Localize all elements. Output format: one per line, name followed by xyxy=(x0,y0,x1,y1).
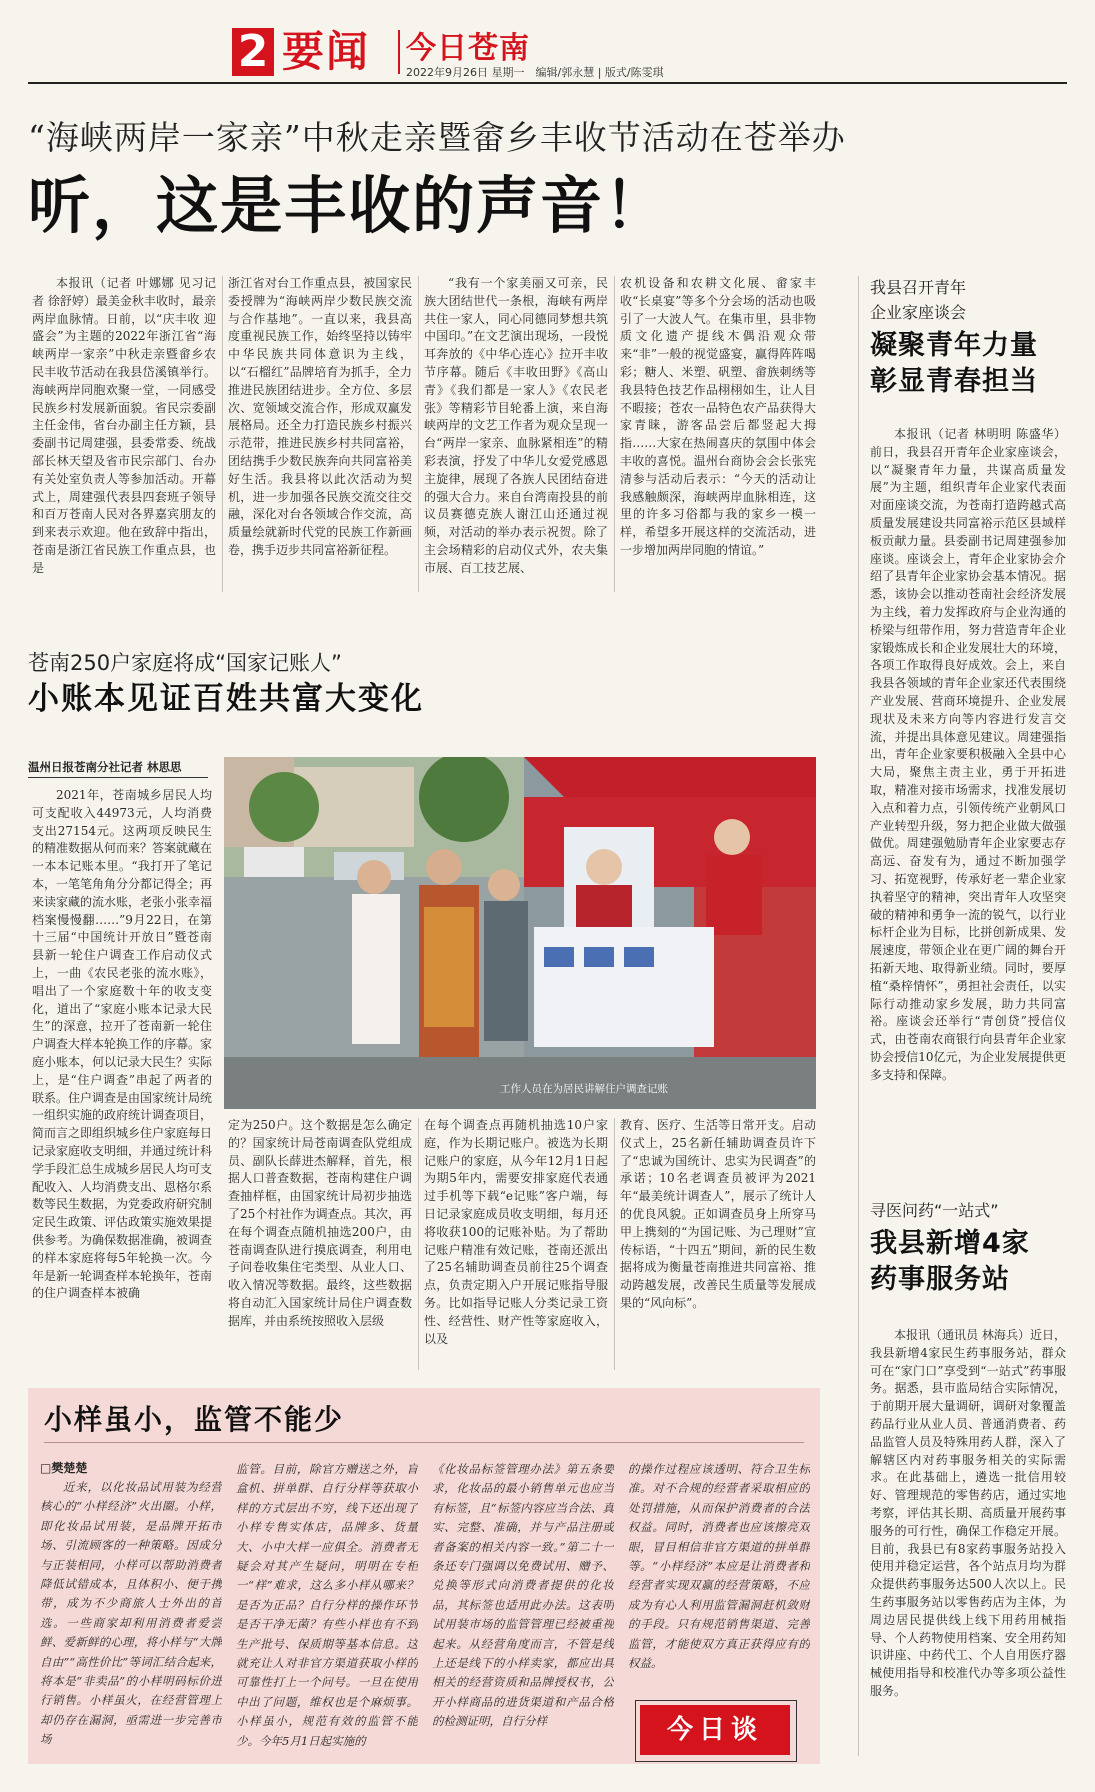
photo-illustration xyxy=(224,757,816,1109)
commentary-author: □樊楚楚 xyxy=(40,1461,88,1475)
column-divider xyxy=(614,1118,615,1370)
byline-rule xyxy=(28,777,208,778)
column-badge: 今日谈 xyxy=(640,1705,790,1755)
commentary-column-1: 近来，以化妆品试用装为经营核心的“小样经济”火出圈。小样，即化妆品试用装，是品牌开拓市场、引流顾客的一种策略。因成分与正装相同，小样可以帮助消费者降低试错成本，且体积小、便于携带，成为不少商旅人士外出的首选。一些商家却利用消费者爱尝鲜、爱新鲜的心理，将小样与“大牌自由”“高性价比”等词汇结合起来，将本是“非卖品”的小样明码标价进行销售。小样虽火，在经营管理上却仍存在漏洞，亟需进一步完善市场 xyxy=(40,1480,222,1747)
lead-column-2: 浙江省对台工作重点县，被国家民委授牌为“海峡两岸少数民族交流与合作基地”。一直以来，我县高度重视民族工作，始终坚持以铸牢中华民族共同体意识为主线，以“石榴红”品牌培育为抓手，全力推进民族团结进步。全方位、多层次、宽领域交流合作，形成双赢发展格局。还全力打造民族乡村振兴示范带，推进民族乡村共同富裕，团结携手少数民族奔向共同富裕美好生活。我县将以此次活动为契机，进一步加强各民族交流交往交融，深化对台各领域合作交流，高质量绘就新时代党的民族工作新画卷，携手迈步共同富裕新征程。 xyxy=(228,276,412,557)
masthead-divider xyxy=(398,30,400,74)
commentary-title: 小样虽小，监管不能少 xyxy=(44,1403,345,1436)
paper-name: 今日苍南 xyxy=(406,31,530,66)
commentary-rule xyxy=(44,1442,804,1443)
lead-column-4: 农机设备和农耕文化展、畲家丰收“长桌宴”等多个分会场的活动也吸引了一大波人气。在集市里，县非物质文化遗产提线木偶沿观众带来“非”一般的视觉盛宴，赢得阵阵喝彩；糖人、米塑、矾塑、畲族刺绣等我县特色技艺作品栩栩如生，让人目不暇接；苍农一品特色农产品获得大家青睐，游客品尝后都竖起大拇指……大家在热闹喜庆的氛围中体会丰收的喜悦。温州台商协会会长张宪清参与活动后表示：“今天的活动让我感触颇深，海峡两岸血脉相连，这里的许多习俗都与我的家乡一模一样，希望多开展这样的交流活动，进一步增加两岸同胞的情谊。” xyxy=(620,276,816,557)
second-column-3: 在每个调查点再随机抽选10户家庭，作为长期记账户。被选为长期记账户的家庭，从今年12月1日起为期5年内，需要安排家庭代表通过手机等下载“e记账”客户端，每日记录家庭成员收支明细，每月还将收获100的记账补贴。为了帮助记账户精准有效记账，苍南还派出了25名辅助调查员前往25个调查点，负责定期入户开展记账指导服务。比如指导记账人分类记录工资性、经营性、财产性等家庭收入，以及 xyxy=(424,1118,608,1346)
right1-kicker-line2: 企业家座谈会 xyxy=(870,303,967,322)
column-divider xyxy=(222,276,223,592)
lead-column-1: 本报讯（记者 叶娜娜 见习记者 徐舒婷）最美金秋丰收时，最亲两岸血脉情。日前，以“庆丰收 迎盛会”为主题的2022年浙江省“海峡两岸一家亲”中秋走亲暨畲乡农民丰收节活动在我县岱溪镇举行。海峡两岸同胞欢聚一堂，一同感受民族乡村发展新面貌。省民宗委副主任金伟，省台办副主任方颖，县委副书记周建强，县委常委、统战部长林天望及省市民宗部门、台办有关处室负责人等参加活动。开幕式上，周建强代表县四套班子领导和百万苍南人民对各界嘉宾朋友的到来表示欢迎。他在致辞中指出，苍南是浙江省民族工作重点县，也是 xyxy=(32,276,216,575)
masthead-rule xyxy=(28,82,1067,84)
right1-kicker-line1: 我县召开青年 xyxy=(870,278,967,297)
right2-body: 本报讯（通讯员 林海兵）近日，我县新增4家民生药事服务站，群众可在“家门口”享受到“一站式”药事服务。据悉，县市监局结合实际情况，于前期开展大量调研，调研对象覆盖药品行业从业人员、普通消费者、药品监管人员及特殊用药人群，深入了解辖区内对药事服务相关的实际需求。在此基础上，遴选一批信用较好、管理规范的零售药店，通过实地考察，评估其长期、高质量开展药事服务的可行性，确保工作稳定开展。目前，我县已有8家药事服务站投入使用并稳定运营，各个站点月均为群众提供药事服务达500人次以上。民生药事服务站以零售药店为主体，为周边居民提供线上线下用药用械指导、个人药物使用档案、安全用药知识讲座、中药代工、个人自用医疗器械使用指导和校准代办等多项公益性服务。 xyxy=(870,1328,1066,1698)
news-photo xyxy=(224,757,816,1109)
column-divider xyxy=(614,276,615,592)
commentary-column-4: 的操作过程应该透明、符合卫生标准。对不合规的经营者采取相应的处罚措施，从而保护消费者的合法权益。同时，消费者也应该擦亮双眼，冒目相信非官方渠道的拼单群等。“小样经济”本应是让消费者和经营者实现双赢的经营策略，不应成为有心人利用监管漏洞赶机敛财的手段。只有规范销售渠道、完善监管，才能使双方真正获得应有的权益。 xyxy=(628,1462,810,1671)
photo-caption: 工作人员在为居民讲解住户调查记账 xyxy=(500,1083,668,1095)
right1-body: 本报讯（记者 林明明 陈盛华）前日，我县召开青年企业家座谈会，以“凝聚青年力量，共谋高质量发展”为主题，组织青年企业家代表面对面座谈交流，为苍南打造跨越式高质量发展建设共同富裕示范区县域样板贡献力量。县委副书记周建强参加座谈。座谈会上，青年企业家协会介绍了县青年企业家协会基本情况。据悉，该协会以推动苍南社会经济发展为主线，着力发挥政府与企业沟通的桥梁与纽带作用，努力营造青年企业家锻炼成长和企业发展壮大的环境，各项工作取得良好成效。会上，来自我县各领域的青年企业家还代表围绕产业发展、营商环境提升、企业发展现状及未来方向等内容进行发言交流，并提出具体意见建议。周建强指出，青年企业家要积极融入全县中心大局，聚焦主责主业，勇于开拓进取，精准对接市场需求，找准发展切入点和着力点，引领传统产业朝风口产业转型升级，努力把企业做大做强做优。周建强勉励青年企业家要志存高远、奋发有为，通过不断加强学习、拓宽视野，传承好老一辈企业家执着坚守的精神，突出青年人攻坚突破的精神和勇争一流的锐气，以行业标杆企业为目标，比拼创新成果、发展速度，带领企业在更广阔的舞台开拓新天地、取得新业绩。同时，要厚植“桑梓情怀”，勇担社会责任，以实际行动推动家乡发展，助力共同富裕。座谈会还举行“青创贷”授信仪式，由苍南农商银行向县青年企业家协会授信10亿元，为企业发展提供更多支持和保障。 xyxy=(870,427,1066,1082)
lead-kicker: “海峡两岸一家亲”中秋走亲暨畲乡丰收节活动在苍举办 xyxy=(28,118,846,157)
second-column-1: 2021年，苍南城乡居民人均可支配收入44973元，人均消费支出27154元。这两项反映民生的精准数据从何而来？答案就藏在一本本记账本里。“我打开了笔记本，一笔笔角角分分都记得全；再来读家藏的流水账，老张小张幸福档案慢慢翻……”9月22日，在第十三届“中国统计开放日”暨苍南县新一轮住户调查工作启动仪式上，一曲《农民老张的流水账》，唱出了一个家庭数十年的收支变化，道出了“家庭小账本记录大民生”的深意，拉开了苍南新一轮住户调查大样本轮换工作的序幕。家庭小账本，何以记录大民生？实际上，是“住户调查”串起了两者的联系。住户调查是由国家统计局统一组织实施的政府统计调查项目，简而言之即组织城乡住户家庭每日记录家庭收支明细，并通过统计科学手段汇总生成城乡居民人均可支配收入、人均消费支出、恩格尔系数等民生数据，为党委政府研究制定民生政策、评估政策实施效果提供参考。为确保数据准确，被调查的样本家庭将每5年轮换一次。今年是新一轮调查样本轮换年，苍南的住户调查样本被确 xyxy=(32,788,212,1301)
second-column-4: 教育、医疗、生活等日常开支。启动仪式上，25名新任辅助调查员许下了“忠诚为国统计、忠实为民调查”的承诺；10名老调查员被评为2021年“最美统计调查人”，展示了统计人的优良风貌。正如调查员身上所穿马甲上携刻的“为国记账、为己理财”宣传标语，“十四五”期间，新的民生数据将成为衡量苍南推进共同富裕、推动跨越发展，改善民生质量等发展成果的“风向标”。 xyxy=(620,1118,816,1310)
lead-column-3: “我有一个家美丽又可亲，民族大团结世代一条根，海峡有两岸共住一家人，同心同德同梦想共筑中国印。”在文艺演出现场，一段悦耳奔放的《中华心连心》拉开丰收节序幕。随后《丰收田野》《高山青》《我们都是一家人》《农民老张》等精彩节目轮番上演，来自海峡两岸的文艺工作者为观众呈现一台“两岸一家亲、血脉紧相连”的精彩表演，抒发了中华儿女爱党感恩主旋律，展现了各族人民团结奋进的强大合力。来自台湾南投县的前议员赛德克族人谢江山还通过视频，对活动的举办表示祝贺。除了主会场精彩的启动仪式外，农夫集市展、百工技艺展、 xyxy=(424,276,608,575)
second-byline: 温州日报苍南分社记者 林思思 xyxy=(28,760,182,774)
right2-title-line1: 我县新增4家 xyxy=(870,1228,1030,1259)
lead-title: 听，这是丰收的声音！ xyxy=(28,169,669,242)
second-kicker: 苍南250户家庭将成“国家记账人” xyxy=(28,651,342,675)
second-column-2: 定为250户。这个数据是怎么确定的？国家统计局苍南调查队党组成员、副队长薛进杰解释，首先，根据人口普查数据，苍南构建住户调查抽样框，由国家统计局初步抽选了25个村社作为调查点。其次，再在每个调查点随机抽选200户，由苍南调查队进行摸底调查，利用电子问卷收集住宅类型、从业人口、收入情况等数据。最终，这些数据将自动汇入国家统计局住户调查数据库，并由系统按照收入层级 xyxy=(228,1118,412,1328)
column-divider xyxy=(418,1118,419,1370)
issue-info: 2022年9月26日 星期一 编辑/郭永慧 | 版式/陈雯琪 xyxy=(406,66,664,79)
right2-kicker: 寻医问药“一站式” xyxy=(870,1201,999,1220)
right-column-divider xyxy=(858,276,859,1756)
page-number: 2 xyxy=(232,28,274,76)
right2-title-line2: 药事服务站 xyxy=(870,1264,1010,1295)
commentary-column-3: 《化妆品标签管理办法》第五条要求，化妆品的最小销售单元也应当有标签，且“标签内容应当合法、真实、完整、准确，并与产品注册或者备案的相关内容一致。”第二十一条还专门强调以免费试用、赠予、兑换等形式向消费者提供的化妆品，其标签也适用此办法。这表明试用装市场的监管管理已经被重视起来。从经营角度而言，不管是线上还是线下的小样卖家，都应出具相关的经营资质和品牌授权书，公开小样商品的进货渠道和产品合格的检测证明，自行分样 xyxy=(432,1462,614,1729)
right1-title-line1: 凝聚青年力量 xyxy=(870,330,1038,361)
right1-title-line2: 彰显青春担当 xyxy=(870,366,1038,397)
column-divider xyxy=(418,276,419,592)
second-title: 小账本见证百姓共富大变化 xyxy=(28,681,424,717)
commentary-column-2: 监管。目前，除官方赠送之外，盲盒机、拼单群、自行分样等获取小样的方式层出不穷，线下还出现了小样专售实体店，品牌多、货量大、小中大样一应俱全。消费者无疑会对其产生疑问，明明在专柜一“样”难求，这么多小样从哪来？是否为正品？自行分样的操作环节是否干净无菌？有些小样也有不到生产批号、保质期等基本信息。这就充让人对非官方渠道获取小样的可靠性打上一个问号。一旦在使用中出了问题，维权也是个麻烦事。小样虽小，规范有效的监管不能少。今年5月1日起实施的 xyxy=(236,1462,418,1748)
section-name: 要闻 xyxy=(282,27,371,76)
